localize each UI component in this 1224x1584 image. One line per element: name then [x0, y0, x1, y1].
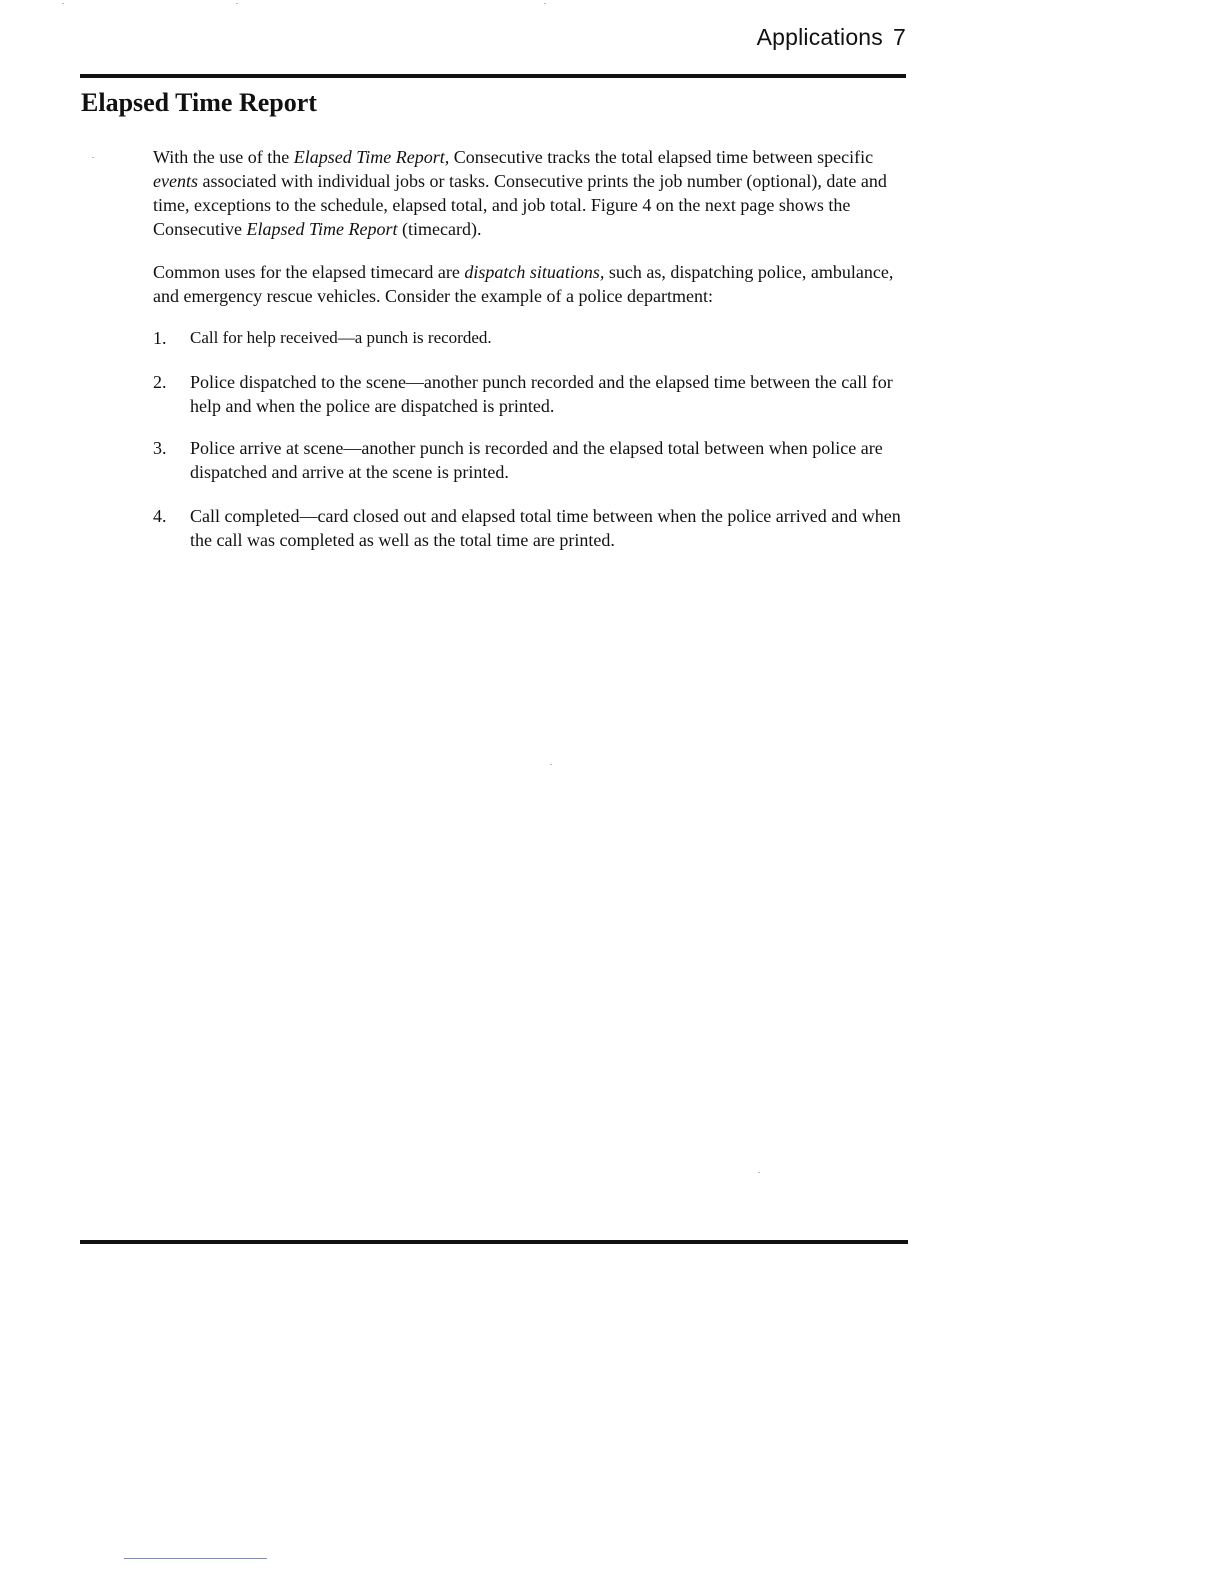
header-section-label: Applications [756, 24, 883, 50]
scan-speck [758, 1172, 760, 1173]
page-number: 7 [893, 24, 906, 50]
list-item-text: Call completed—card closed out and elapsed total time between when the police arrived and when the call was completed as well as the total time are printed. [190, 506, 901, 550]
intro-paragraph [153, 145, 913, 241]
p1-text-1: With the use of the [153, 147, 294, 167]
header-rule [80, 74, 906, 78]
list-item [153, 436, 913, 484]
list-item-text: Call for help received—a punch is recorded. [190, 328, 492, 347]
list-item [153, 504, 913, 552]
running-header [700, 24, 906, 51]
footer-rule [80, 1240, 908, 1244]
list-item-text: Police arrive at scene—another punch is recorded and the elapsed total between when police are dispatched and arrive at the scene is printed. [190, 438, 883, 482]
p1-text-4: (timecard). [397, 219, 482, 239]
scan-speck [62, 3, 64, 4]
p2-text-1: Common uses for the elapsed timecard are [153, 262, 465, 282]
list-item [153, 326, 913, 350]
p1-italic-report-name: Elapsed Time Report, [293, 147, 450, 167]
p1-text-2: Consecutive tracks the total elapsed time between specific [449, 147, 874, 167]
uses-paragraph [153, 260, 913, 308]
footnote-separator [124, 1558, 267, 1559]
list-item [153, 370, 913, 418]
scan-speck [544, 3, 546, 4]
list-item-text: Police dispatched to the scene—another punch recorded and the elapsed time between the call for help and when the police are dispatched is printed. [190, 372, 893, 416]
list-item-number: 3. [153, 438, 167, 458]
p1-italic-events: events [153, 171, 198, 191]
list-item-number: 4. [153, 506, 167, 526]
p2-italic-dispatch: dispatch situations, [464, 262, 605, 282]
p1-text-3: associated with individual jobs or tasks. Consecutive prints the job number (optional), date and time, exceptions to the schedule, elapsed total, and job total. Figure 4 on the next page shows the Consecutive [153, 171, 887, 239]
scan-speck [236, 3, 238, 4]
list-item-number: 2. [153, 372, 167, 392]
list-item-number: 1. [153, 328, 167, 348]
section-title: Elapsed Time Report [81, 88, 317, 117]
p1-italic-report-name-2: Elapsed Time Report [246, 219, 398, 239]
scan-speck [550, 764, 552, 765]
scan-speck [92, 157, 94, 158]
p2-text-2: such as, dispatching police, ambulance, and emergency rescue vehicles. Consider the example of a police department: [153, 262, 894, 306]
